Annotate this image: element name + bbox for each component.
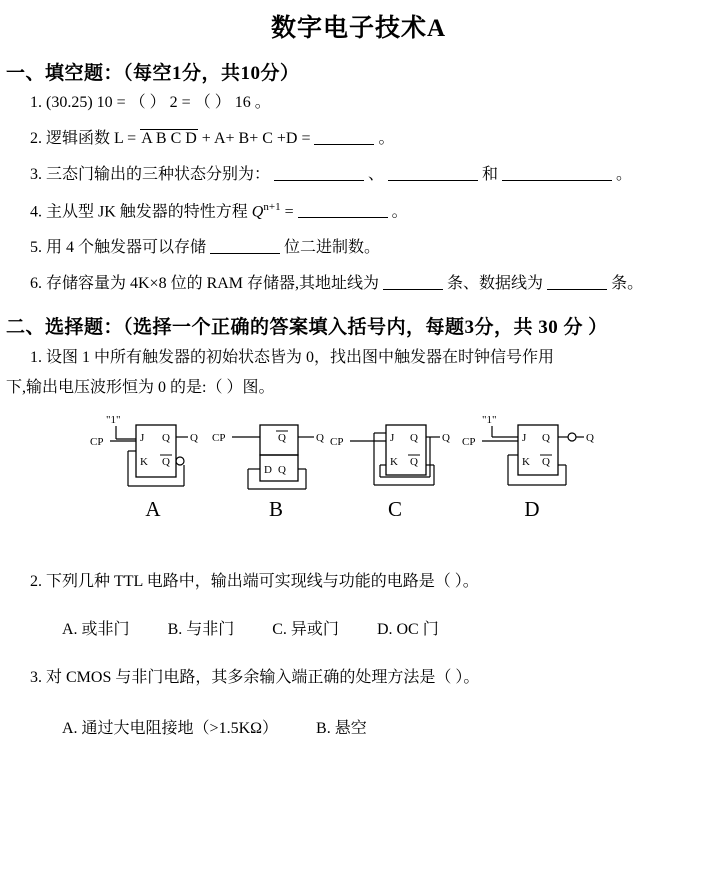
question-text-c: 和	[482, 166, 499, 183]
svg-text:D: D	[264, 463, 272, 476]
question-number: 5.	[30, 239, 42, 257]
svg-text:Q: Q	[162, 455, 170, 468]
figure-d	[462, 411, 602, 521]
figure-label-c: C	[387, 496, 402, 521]
svg-text:CP: CP	[90, 435, 104, 448]
question-2-1	[30, 345, 717, 371]
question-number: 3.	[30, 669, 42, 687]
question-text-a: 主从型 JK 触发器的特性方程	[46, 203, 248, 221]
question-text-c: 。	[391, 203, 408, 221]
answer-blank[interactable]	[298, 201, 388, 218]
question-2-1-line2	[6, 375, 717, 401]
section-heading-fill-in-blanks: 一、填空题：（每空1分，共10分）	[6, 63, 300, 84]
figure-c-circuit	[330, 411, 460, 495]
svg-text:Q: Q	[542, 431, 550, 444]
svg-text:J: J	[522, 431, 527, 444]
question-text-a: 逻辑函数 L =	[46, 130, 137, 147]
svg-text:Q: Q	[410, 455, 418, 468]
question-text-c: 条。	[611, 275, 644, 293]
question-1-4	[30, 199, 717, 224]
answer-blank[interactable]	[210, 237, 280, 254]
question-text-d: 。	[616, 166, 633, 183]
question-text-a: (30.25)	[46, 94, 93, 111]
question-text-c: 。	[378, 130, 395, 147]
svg-text:K: K	[522, 455, 530, 468]
svg-text:Q: Q	[278, 463, 286, 476]
figure-label-a: A	[145, 496, 161, 521]
option-c[interactable]: C. 异或门	[272, 621, 339, 639]
answer-blank[interactable]	[388, 164, 478, 181]
question-text-a: 存储容量为 4K×8 位的 RAM 存储器,其地址线为	[46, 275, 380, 293]
page-title: 数字电子技术A	[270, 15, 447, 42]
section-heading-multiple-choice: 二、选择题：（选择一个正确的答案填入括号内，每题3分，共 30 分 ）	[6, 317, 608, 339]
question-1-6	[30, 272, 717, 296]
exam-page	[0, 8, 717, 869]
question-text-a: 三态门输出的三种状态分别为：	[46, 166, 271, 183]
question-text-line1: 下列几种 TTL 电路中，输出端可实现线与功能的电路是（ ）。	[46, 572, 479, 590]
svg-text:K: K	[140, 455, 148, 468]
svg-text:Q: Q	[410, 431, 418, 444]
question-text-line1: 对 CMOS 与非门电路，其多余输入端正确的处理方法是（ ）。	[46, 669, 480, 687]
question-text-b: 10 = （ ） 2 = （ ） 16 。	[96, 94, 271, 111]
svg-text:K: K	[390, 455, 398, 468]
answer-blank[interactable]	[314, 128, 374, 145]
question-text-b: 、	[368, 166, 385, 183]
svg-text:Q: Q	[316, 431, 324, 444]
figure-c	[330, 411, 460, 521]
question-text-b: 条、数据线为	[447, 275, 544, 293]
option-b[interactable]: B. 与非门	[167, 621, 235, 639]
question-2-3	[30, 665, 717, 691]
svg-text:"1": "1"	[482, 413, 497, 426]
question-number: 2.	[30, 130, 42, 147]
question-text-b: 位二进制数。	[284, 239, 381, 257]
options-2-3	[62, 715, 717, 738]
svg-text:CP: CP	[462, 435, 476, 448]
question-number: 4.	[30, 203, 42, 221]
figure-a	[88, 411, 218, 521]
question-text-b: + A+ B+ C +D =	[201, 130, 311, 147]
svg-text:J: J	[140, 431, 145, 444]
answer-blank[interactable]	[547, 273, 607, 290]
question-number: 6.	[30, 275, 42, 293]
question-number: 1.	[30, 349, 42, 367]
symbol-exponent: n+1	[263, 201, 281, 213]
question-1-2	[30, 127, 717, 151]
figure-label-b: B	[268, 496, 283, 521]
figure-b	[212, 411, 340, 521]
svg-text:Q: Q	[586, 431, 594, 444]
options-2-2	[62, 616, 717, 639]
answer-blank[interactable]	[502, 164, 612, 181]
svg-text:CP: CP	[212, 431, 226, 444]
svg-text:CP: CP	[330, 435, 344, 448]
figure-group-flipflops	[0, 411, 717, 541]
question-text-a: 用 4 个触发器可以存储	[46, 239, 207, 257]
svg-text:J: J	[390, 431, 395, 444]
question-number: 2.	[30, 572, 42, 590]
figure-label-d: D	[524, 496, 540, 521]
question-text-b: =	[284, 203, 294, 221]
question-1-1	[30, 91, 717, 115]
svg-text:Q: Q	[442, 431, 450, 444]
answer-blank[interactable]	[274, 164, 364, 181]
option-a[interactable]: A. 或非门	[62, 621, 130, 639]
question-2-2	[30, 569, 717, 595]
question-1-3	[30, 163, 717, 187]
svg-text:Q: Q	[278, 431, 286, 444]
question-text-line1: 设图 1 中所有触发器的初始状态皆为 0，找出图中触发器在时钟信号作用	[46, 349, 555, 367]
answer-blank[interactable]	[383, 273, 443, 290]
svg-text:"1": "1"	[106, 413, 121, 426]
overline-expression: A B C D	[141, 130, 197, 147]
figure-d-circuit	[462, 411, 602, 495]
question-number: 3.	[30, 166, 42, 183]
option-d[interactable]: D. OC 门	[376, 621, 439, 639]
figure-a-circuit	[88, 411, 218, 495]
svg-text:Q: Q	[542, 455, 550, 468]
question-number: 1.	[30, 94, 42, 111]
svg-text:Q: Q	[162, 431, 170, 444]
option-b[interactable]: B. 悬空	[316, 719, 367, 737]
symbol-q: Q	[251, 203, 264, 221]
svg-text:Q: Q	[190, 431, 198, 444]
question-text-line2: 下,输出电压波形恒为 0 的是:（ ）图。	[6, 378, 275, 396]
figure-b-circuit	[212, 411, 340, 495]
question-1-5	[30, 236, 717, 260]
option-a[interactable]: A. 通过大电阻接地（>1.5KΩ）	[62, 719, 279, 737]
